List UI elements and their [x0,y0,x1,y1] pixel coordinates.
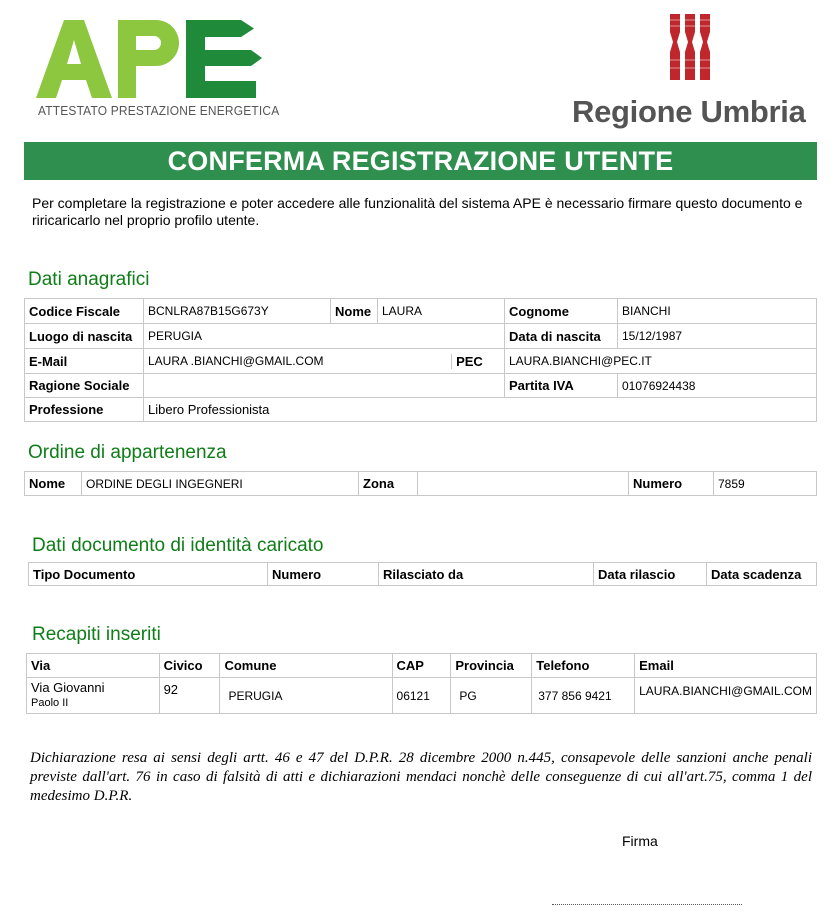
email-pec-cell [144,349,505,374]
doc-col-tipo: Tipo Documento [29,563,268,586]
email-label: E-Mail [25,349,144,374]
region-name: Regione Umbria [572,94,806,129]
section-heading-recapiti: Recapiti inseriti [32,624,161,645]
partita-iva-label: Partita IVA [505,374,618,398]
recapiti-email: LAURA.BIANCHI@GMAIL.COM [635,678,817,714]
email-value: LAURA .BIANCHI@GMAIL.COM [144,354,452,369]
recapiti-table [26,653,817,714]
logo-subtitle: ATTESTATO PRESTAZIONE ENERGETICA [38,103,280,118]
ordine-table [24,471,817,496]
declaration-text: Dichiarazione resa ai sensi degli artt. 46 e 47 del D.P.R. 28 dicembre 2000 n.445, consapevole delle sanzioni anche penali previste dall'art. 76 in caso di falsità di atti e dichiarazioni mendaci nonchè delle conseguenze di cui all'art.75, comma 1 del medesimo D.P.R. [30,750,812,804]
intro-text: Per completare la registrazione e poter accedere alle funzionalità del sistema APE è necessario firmare questo documento e riricaricarlo nel proprio profilo utente. [32,195,803,228]
pec-value: LAURA.BIANCHI@PEC.IT [505,349,817,374]
recapiti-cap: 06121 [392,678,451,714]
section-heading-anagrafica: Dati anagrafici [28,269,150,290]
ragione-sociale-value [144,374,505,398]
table-row [27,678,817,714]
nome-label: Nome [331,299,378,324]
documento-table [28,562,817,586]
firma-label: Firma [622,833,658,849]
doc-col-data-rilascio: Data rilascio [594,563,707,586]
umbria-emblem-icon [668,12,712,82]
recapiti-telefono: 377 856 9421 [532,678,635,714]
recapiti-provincia: PG [451,678,532,714]
cognome-label: Cognome [505,299,618,324]
recapiti-via-line1: Via Giovanni [31,680,105,695]
section-heading-ordine: Ordine di appartenenza [28,442,227,463]
luogo-nascita-label: Luogo di nascita [25,324,144,349]
zona-label: Zona [359,472,418,496]
codice-fiscale-value: BCNLRA87B15G673Y [144,299,331,324]
luogo-nascita-value: PERUGIA [144,324,505,349]
ordine-nome-label: Nome [25,472,82,496]
numero-label: Numero [629,472,714,496]
recapiti-col-provincia: Provincia [451,654,532,678]
zona-value [418,472,629,496]
codice-fiscale-label: Codice Fiscale [25,299,144,324]
recapiti-col-cap: CAP [392,654,451,678]
doc-col-data-scadenza: Data scadenza [707,563,817,586]
recapiti-col-email: Email [635,654,817,678]
recapiti-comune: PERUGIA [220,678,392,714]
partita-iva-value: 01076924438 [618,374,817,398]
section-heading-documento: Dati documento di identità caricato [32,535,324,556]
signature-line [552,903,742,905]
doc-col-rilasciato: Rilasciato da [379,563,594,586]
data-nascita-label: Data di nascita [505,324,618,349]
professione-label: Professione [25,398,144,422]
ordine-nome-value: ORDINE DEGLI INGEGNERI [82,472,359,496]
recapiti-col-telefono: Telefono [532,654,635,678]
ragione-sociale-label: Ragione Sociale [25,374,144,398]
recapiti-via [27,678,160,714]
recapiti-col-via: Via [27,654,160,678]
recapiti-col-comune: Comune [220,654,392,678]
pec-label: PEC [456,353,483,369]
cognome-value: BIANCHI [618,299,817,324]
doc-col-numero: Numero [268,563,379,586]
anagrafica-table [24,298,817,422]
recapiti-via-line2: Paolo II [31,697,69,709]
numero-value: 7859 [714,472,817,496]
page-title: CONFERMA REGISTRAZIONE UTENTE [24,142,817,180]
recapiti-col-civico: Civico [159,654,220,678]
professione-value: Libero Professionista [144,398,817,422]
recapiti-civico: 92 [159,678,220,714]
data-nascita-value: 15/12/1987 [618,324,817,349]
nome-value: LAURA [378,299,505,324]
